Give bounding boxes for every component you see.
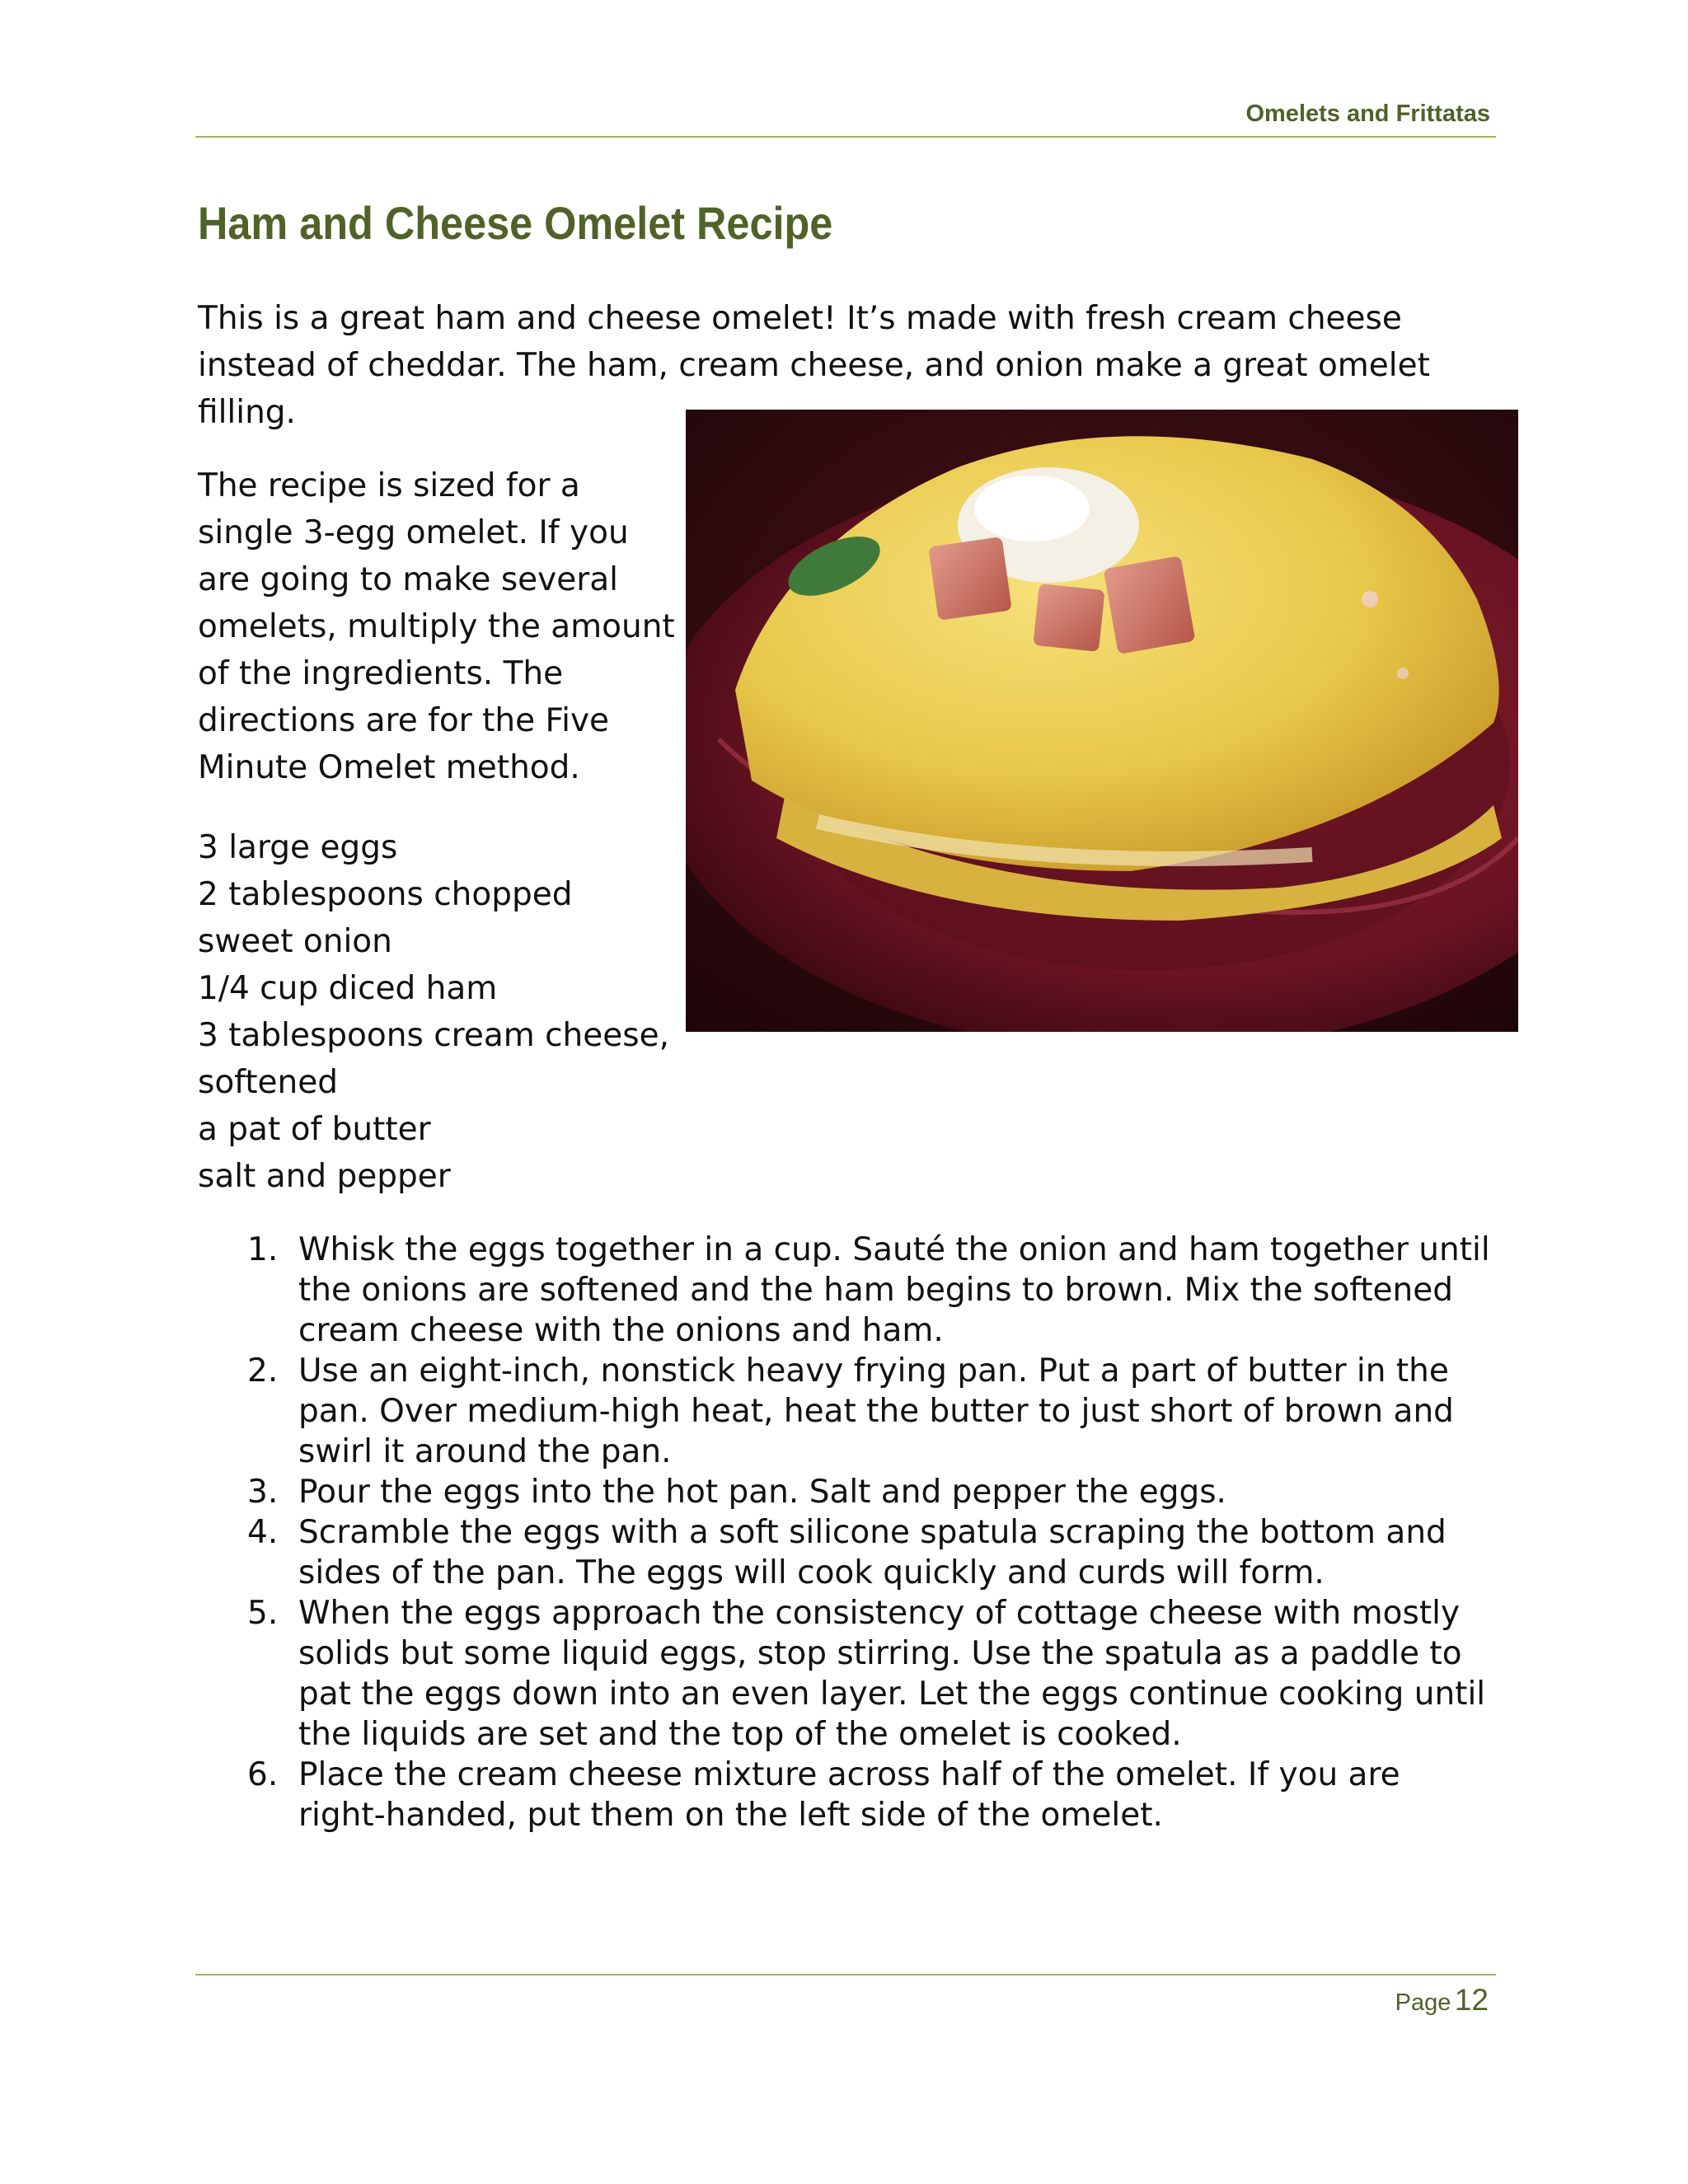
recipe-note: The recipe is sized for a single 3-egg omelet. If you are going to make several omelets, multiply the amount of the ingredients. The directions are for the Five Minute Omelet method.	[198, 467, 675, 786]
ingredient-item: a pat of butter	[198, 1111, 431, 1148]
direction-step	[198, 1472, 1492, 1512]
omelet-photo	[686, 410, 1518, 1032]
step-text: When the eggs approach the consistency of cottage cheese with mostly solids but some liquid eggs, stop stirring. Use the spatula as a paddle to pat the eggs down into an even layer. Let the eggs continue cooking until the liquids are set and the top of the omelet is cooked.	[298, 1595, 1486, 1753]
direction-step	[198, 1755, 1492, 1835]
step-text: Scramble the eggs with a soft silicone spatula scraping the bottom and sides of the pan. The eggs will cook quickly and curds will form.	[298, 1514, 1447, 1591]
step-number: 5.	[247, 1595, 279, 1632]
step-number: 1.	[247, 1231, 279, 1268]
step-number: 3.	[247, 1474, 279, 1511]
step-text: Use an eight-inch, nonstick heavy frying pan. Put a part of butter in the pan. Over medium-high heat, heat the butter to just short of brown and swirl it around the pan.	[298, 1352, 1454, 1470]
recipe-title: Ham and Cheese Omelet Recipe	[198, 197, 833, 249]
step-text: Place the cream cheese mixture across half of the omelet. If you are right-handed, put them on the left side of the omelet.	[298, 1756, 1400, 1834]
page-footer	[1395, 1983, 1489, 2018]
ingredient-item: salt and pepper	[198, 1158, 451, 1195]
page-number: 12	[1454, 1983, 1489, 2017]
step-number: 4.	[247, 1514, 279, 1551]
step-text: Whisk the eggs together in a cup. Sauté the onion and ham together until the onions are softened and the ham begins to brown. Mix the softened cream cheese with the onions and ham.	[298, 1231, 1490, 1349]
page-label: Page	[1395, 1990, 1451, 2016]
step-text: Pour the eggs into the hot pan. Salt and pepper the eggs.	[298, 1474, 1226, 1511]
ingredient-list	[198, 824, 676, 1200]
header-rule	[195, 136, 1496, 138]
ingredient-item: 2 tablespoons chopped sweet onion	[198, 876, 573, 960]
direction-step	[198, 1351, 1492, 1472]
ingredient-item: 3 tablespoons cream cheese, softened	[198, 1017, 669, 1101]
intro-paragraph: This is a great ham and cheese omelet! It’s made with fresh cream cheese instead of cheddar. The ham, cream cheese, and onion make a great omelet filling.	[198, 300, 1430, 431]
direction-step	[198, 1230, 1492, 1351]
ingredient-item: 1/4 cup diced ham	[198, 970, 498, 1007]
footer-rule	[195, 1974, 1496, 1975]
running-header: Omelets and Frittatas	[1245, 101, 1490, 127]
directions-list	[198, 1230, 1492, 1835]
direction-step	[198, 1512, 1492, 1593]
ingredient-item: 3 large eggs	[198, 829, 398, 866]
step-number: 6.	[247, 1756, 279, 1793]
step-number: 2.	[247, 1352, 279, 1390]
direction-step	[198, 1593, 1492, 1755]
